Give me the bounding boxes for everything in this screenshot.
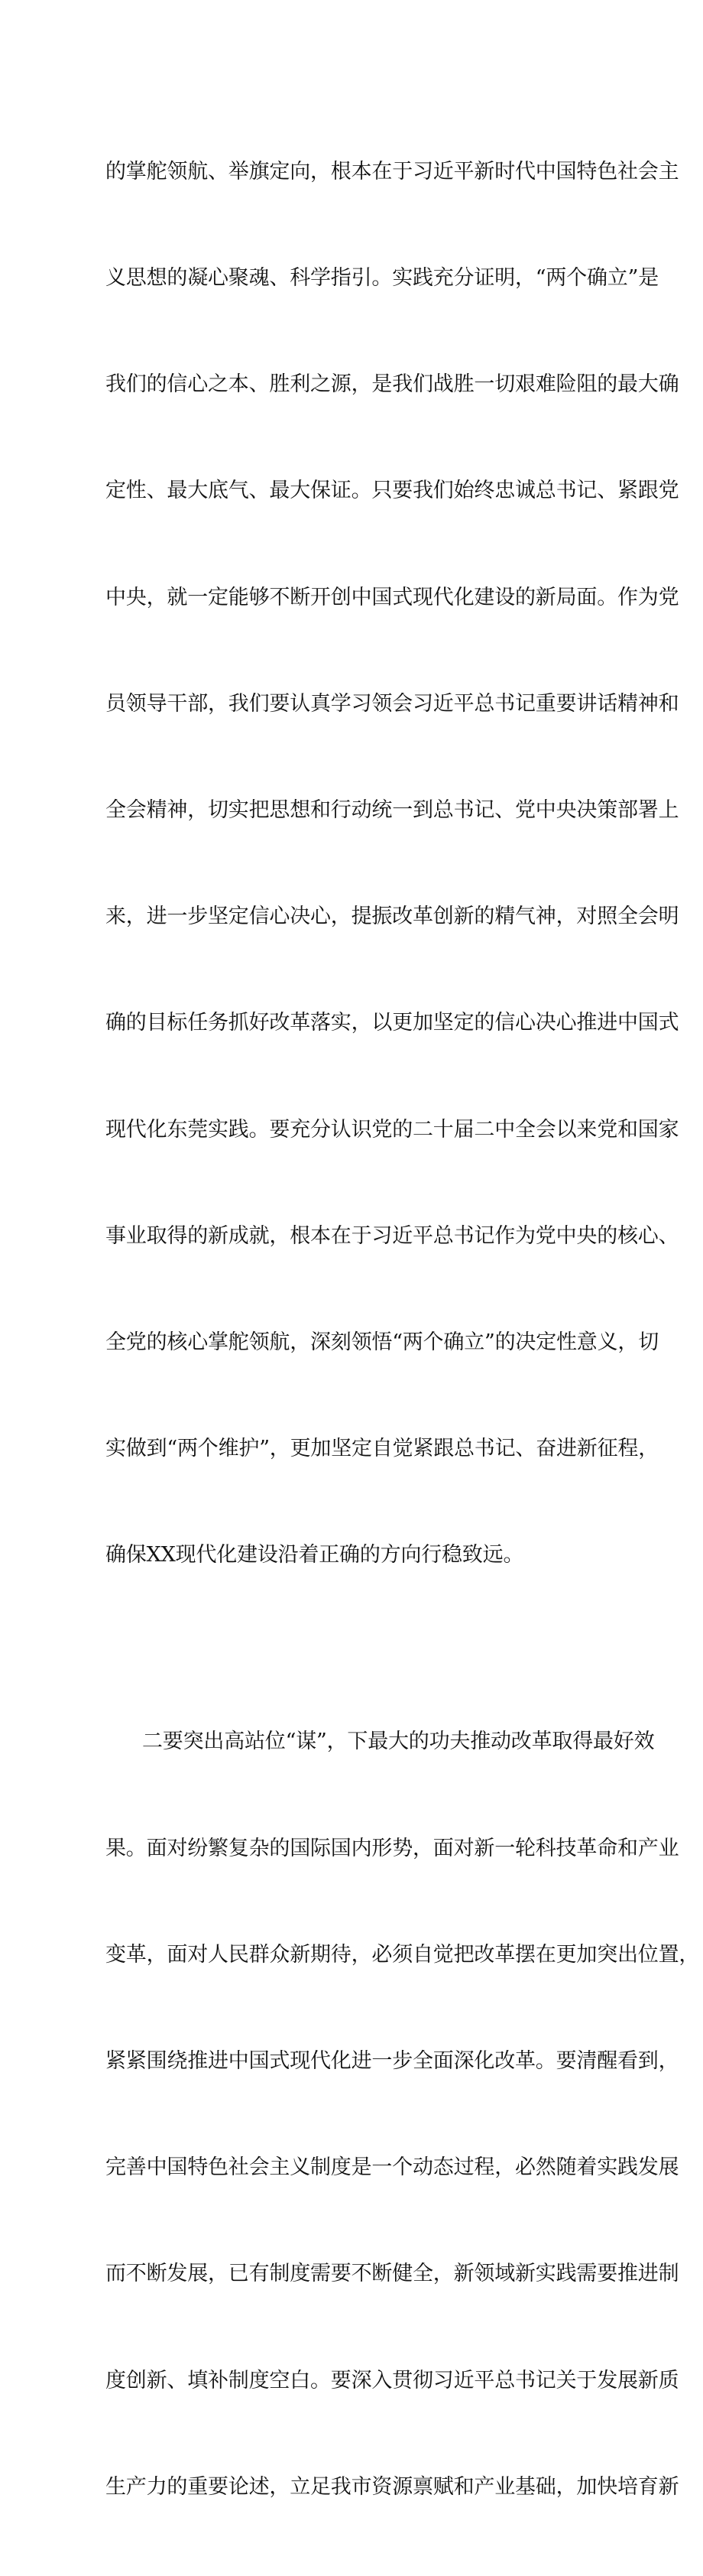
paragraph-gap bbox=[105, 1645, 602, 1654]
text-line: 义思想的凝心聚魂、科学指引。实践充分证明，“两个确立”是 bbox=[105, 266, 659, 291]
text-line: 而不断发展，已有制度需要不断健全，新领域新实践需要推进制 bbox=[105, 2262, 679, 2286]
text-line: 确保XX现代化建设沿着正确的方向行稳致远。 bbox=[105, 1543, 524, 1567]
text-line: 紧紧围绕推进中国式现代化进一步全面深化改革。要清醒看到， bbox=[105, 2049, 679, 2074]
text-line: 的掌舵领航、举旗定向，根本在于习近平新时代中国特色社会主 bbox=[105, 159, 679, 184]
paragraph-1 bbox=[105, 83, 679, 1645]
text-line: 现代化东莞实践。要充分认识党的二十届二中全会以来党和国家 bbox=[105, 1117, 679, 1142]
text-line: 中央，就一定能够不断开创中国式现代化建设的新局面。作为党 bbox=[105, 585, 679, 609]
text-line: 定性、最大底气、最大保证。只要我们始终忠诚总书记、紧跟党 bbox=[105, 479, 679, 503]
text-line: 完善中国特色社会主义制度是一个动态过程，必然随着实践发展 bbox=[105, 2155, 679, 2180]
text-line: 实做到“两个维护”，更加坚定自觉紧跟总书记、奋进新征程， bbox=[105, 1437, 659, 1461]
text-line-first: 二要突出高站位“谋”，下最大的功夫推动改革取得最好效 bbox=[142, 1730, 655, 1754]
text-line: 员领导干部，我们要认真学习领会习近平总书记重要讲话精神和 bbox=[105, 691, 679, 716]
text-line: 果。面对纷繁复杂的国际国内形势，面对新一轮科技革命和产业 bbox=[105, 1836, 679, 1860]
text-line: 变革，面对人民群众新期待，必须自觉把改革摆在更加突出位置， bbox=[105, 1942, 700, 1967]
paragraph-2 bbox=[105, 1654, 700, 2576]
document-body bbox=[105, 83, 700, 2576]
text-line: 生产力的重要论述，立足我市资源禀赋和产业基础，加快培育新 bbox=[105, 2474, 679, 2499]
text-line: 全会精神，切实把思想和行动统一到总书记、党中央决策部署上 bbox=[105, 798, 679, 823]
text-line: 我们的信心之本、胜利之源，是我们战胜一切艰难险阻的最大确 bbox=[105, 372, 679, 397]
text-line: 全党的核心掌舵领航，深刻领悟“两个确立”的决定性意义，切 bbox=[105, 1330, 659, 1355]
text-line: 确的目标任务抓好改革落实，以更加坚定的信心决心推进中国式 bbox=[105, 1011, 679, 1035]
text-line: 事业取得的新成就，根本在于习近平总书记作为党中央的核心、 bbox=[105, 1223, 679, 1248]
text-line: 来，进一步坚定信心决心，提振改革创新的精气神，对照全会明 bbox=[105, 905, 679, 929]
text-line: 度创新、填补制度空白。要深入贯彻习近平总书记关于发展新质 bbox=[105, 2368, 679, 2392]
